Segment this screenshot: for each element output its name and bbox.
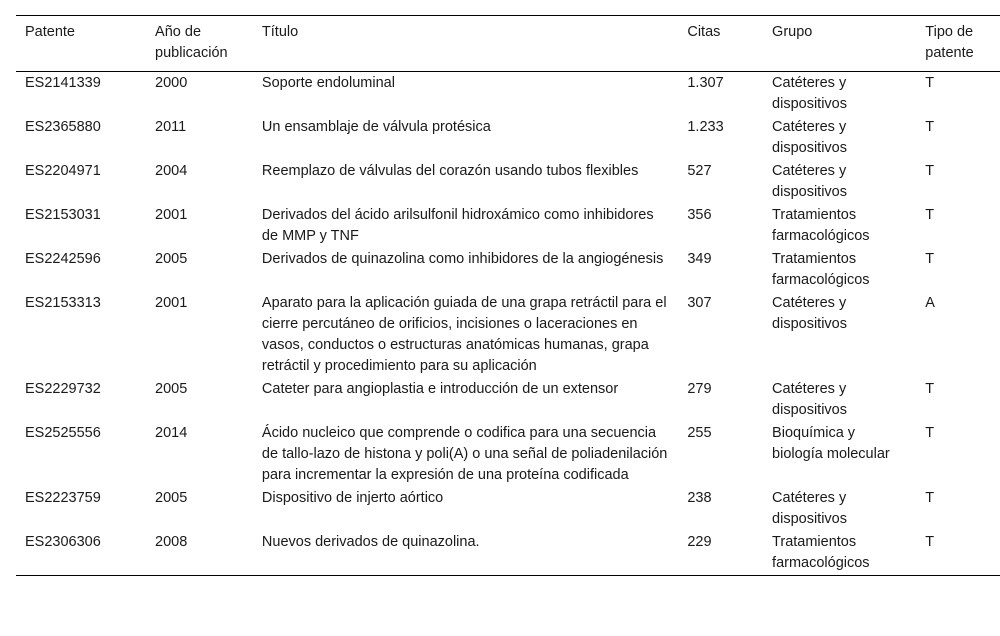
cell-citas: 527: [687, 163, 712, 179]
cell-grupo: Catéteres y dispositivos: [772, 381, 847, 418]
cell-tipo: T: [925, 119, 935, 135]
header-patente: Patente: [25, 24, 75, 40]
cell-tipo: T: [925, 381, 935, 397]
cell-patente: ES2141339: [25, 75, 101, 91]
cell-citas: 279: [687, 381, 712, 397]
cell-grupo: Tratamientos farmacológicos: [772, 251, 870, 288]
header-row: [16, 16, 1000, 72]
table-row: [16, 531, 1000, 576]
table-row: [16, 204, 1000, 248]
cell-citas: 356: [687, 207, 712, 223]
cell-anio: 2004: [155, 163, 188, 179]
cell-tipo: T: [925, 425, 935, 441]
cell-titulo: Soporte endoluminal: [261, 75, 395, 91]
cell-titulo: Derivados de quinazolina como inhibidores de la angiogénesis: [261, 251, 664, 267]
cell-tipo: T: [925, 207, 935, 223]
cell-titulo: Nuevos derivados de quinazolina.: [261, 534, 480, 550]
header-titulo: Título: [261, 24, 299, 40]
cell-patente: ES2242596: [25, 251, 101, 267]
table-row: [16, 116, 1000, 160]
cell-anio: 2000: [155, 75, 188, 91]
cell-citas: 307: [687, 295, 712, 311]
cell-anio: 2014: [155, 425, 188, 441]
cell-titulo: Reemplazo de válvulas del corazón usando tubos flexibles: [261, 163, 639, 179]
cell-tipo: T: [925, 163, 935, 179]
cell-tipo: A: [925, 295, 935, 311]
cell-tipo: T: [925, 75, 935, 91]
cell-grupo: Catéteres y dispositivos: [772, 295, 847, 332]
cell-patente: ES2229732: [25, 381, 101, 397]
table-row: [16, 248, 1000, 292]
cell-titulo: Aparato para la aplicación guiada de una grapa retráctil para el cierre percutáneo de orificios, incisiones o laceraciones en vasos, conductos o estructuras anatómicas humanas, grapa retráctil y procedimiento para su aplicación: [261, 295, 667, 374]
table-row: [16, 487, 1000, 531]
cell-anio: 2011: [155, 119, 187, 135]
table-row: [16, 72, 1000, 117]
cell-citas: 238: [687, 490, 712, 506]
cell-patente: ES2153313: [25, 295, 101, 311]
table-row: [16, 378, 1000, 422]
patents-table: [16, 15, 1000, 576]
cell-patente: ES2204971: [25, 163, 101, 179]
cell-anio: 2005: [155, 490, 188, 506]
cell-citas: 349: [687, 251, 712, 267]
table-row: [16, 422, 1000, 487]
cell-titulo: Ácido nucleico que comprende o codifica para una secuencia de tallo-lazo de histona y poli(A) o una señal de poliadenilación para incrementar la expresión de una proteína codificada: [261, 425, 668, 483]
cell-anio: 2005: [155, 251, 188, 267]
cell-patente: ES2365880: [25, 119, 101, 135]
cell-patente: ES2223759: [25, 490, 101, 506]
cell-grupo: Bioquímica y biología molecular: [772, 425, 890, 462]
table-row: [16, 292, 1000, 378]
header-anio: Año de publicación: [155, 24, 228, 61]
cell-citas: 229: [687, 534, 712, 550]
cell-citas: 255: [687, 425, 712, 441]
cell-tipo: T: [925, 251, 935, 267]
cell-anio: 2008: [155, 534, 188, 550]
cell-tipo: T: [925, 534, 935, 550]
table-body: [16, 72, 1000, 576]
cell-patente: ES2306306: [25, 534, 101, 550]
cell-citas: 1.307: [687, 75, 724, 91]
header-grupo: Grupo: [772, 24, 813, 40]
cell-tipo: T: [925, 490, 935, 506]
cell-patente: ES2153031: [25, 207, 101, 223]
cell-titulo: Dispositivo de injerto aórtico: [261, 490, 444, 506]
header-citas: Citas: [687, 24, 721, 40]
cell-titulo: Cateter para angioplastia e introducción de un extensor: [261, 381, 619, 397]
header-tipo: Tipo de patente: [925, 24, 974, 61]
cell-grupo: Catéteres y dispositivos: [772, 119, 847, 156]
cell-grupo: Catéteres y dispositivos: [772, 490, 847, 527]
table-header: [16, 16, 1000, 72]
cell-citas: 1.233: [687, 119, 724, 135]
cell-titulo: Un ensamblaje de válvula protésica: [261, 119, 491, 135]
cell-anio: 2001: [155, 207, 188, 223]
cell-titulo: Derivados del ácido arilsulfonil hidroxámico como inhibidores de MMP y TNF: [261, 207, 654, 244]
cell-patente: ES2525556: [25, 425, 101, 441]
table-row: [16, 160, 1000, 204]
cell-anio: 2005: [155, 381, 188, 397]
cell-grupo: Catéteres y dispositivos: [772, 163, 847, 200]
cell-grupo: Tratamientos farmacológicos: [772, 534, 870, 571]
cell-anio: 2001: [155, 295, 188, 311]
cell-grupo: Catéteres y dispositivos: [772, 75, 847, 112]
cell-grupo: Tratamientos farmacológicos: [772, 207, 870, 244]
